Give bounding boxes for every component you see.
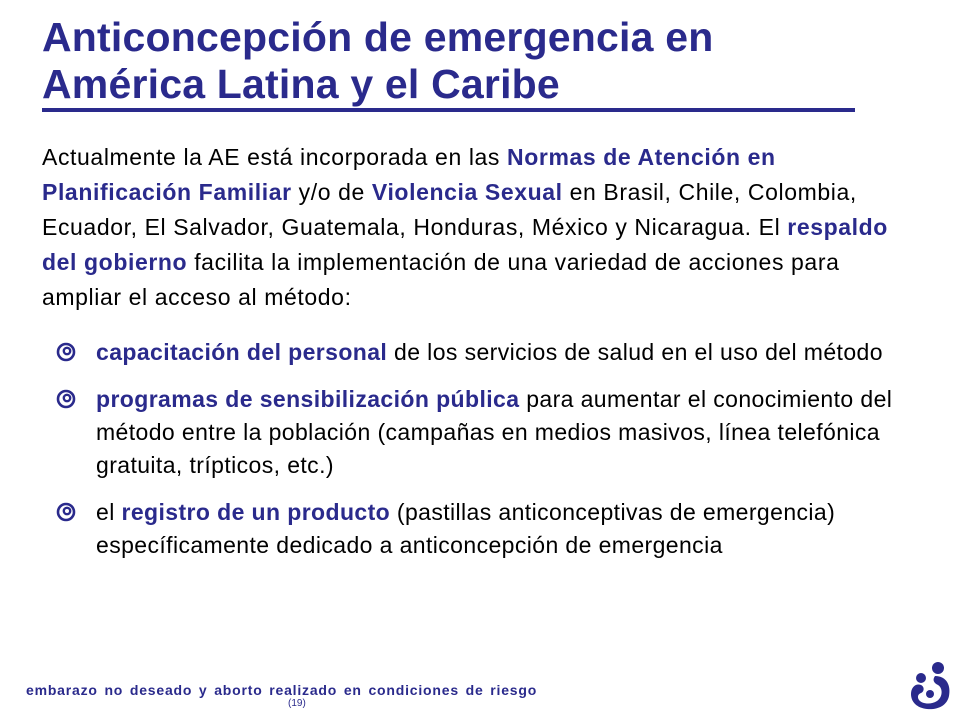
page-number: (19) (288, 698, 306, 709)
bullet-list (56, 336, 916, 562)
bullet-item-registro (56, 496, 916, 562)
spiral-bullet-icon (56, 502, 76, 522)
bullet-item-capacitacion (56, 336, 916, 369)
bullet-item-programas (56, 383, 916, 482)
bullet-highlight: programas de sensibilización pública (96, 386, 520, 412)
footer-caption: embarazo no deseado y aborto realizado en condiciones de riesgo (26, 682, 538, 698)
bullet-post: de los servicios de salud en el uso del método (387, 339, 883, 365)
intro-text-2: y/o de (291, 179, 372, 205)
intro-text-1: Actualmente la AE está incorporada en las (42, 144, 508, 170)
slide-title: Anticoncepción de emergencia en América Latina y el Caribe (42, 14, 714, 107)
bullet-highlight: capacitación del personal (96, 339, 388, 365)
intro-highlight-respaldo: respaldo del gobierno (42, 214, 888, 275)
intro-highlight-violencia: Violencia Sexual (371, 179, 563, 205)
title-underline (42, 108, 855, 112)
intro-highlight-normas: Normas de Atención en Planificación Familiar (42, 144, 776, 205)
spiral-bullet-icon (56, 342, 76, 362)
bullet-highlight: registro de un producto (121, 499, 391, 525)
intro-paragraph (42, 140, 922, 315)
spiral-bullet-icon (56, 389, 76, 409)
bullet-post: (pastillas anticonceptivas de emergencia) específicamente dedicado a anticoncepción de emergencia (96, 499, 836, 558)
bullet-pre: el (96, 499, 122, 525)
bullet-post: para aumentar el conocimiento del método entre la población (campañas en medios masivos, línea telefónica gratuita, trípticos, etc.) (96, 386, 893, 478)
intro-text-4: facilita la implementación de una variedad de acciones para ampliar el acceso al método: (42, 249, 840, 310)
organization-logo-icon (905, 660, 953, 712)
intro-text-3: en Brasil, Chile, Colombia, Ecuador, El Salvador, Guatemala, Honduras, México y Nicaragua. El (42, 179, 857, 240)
